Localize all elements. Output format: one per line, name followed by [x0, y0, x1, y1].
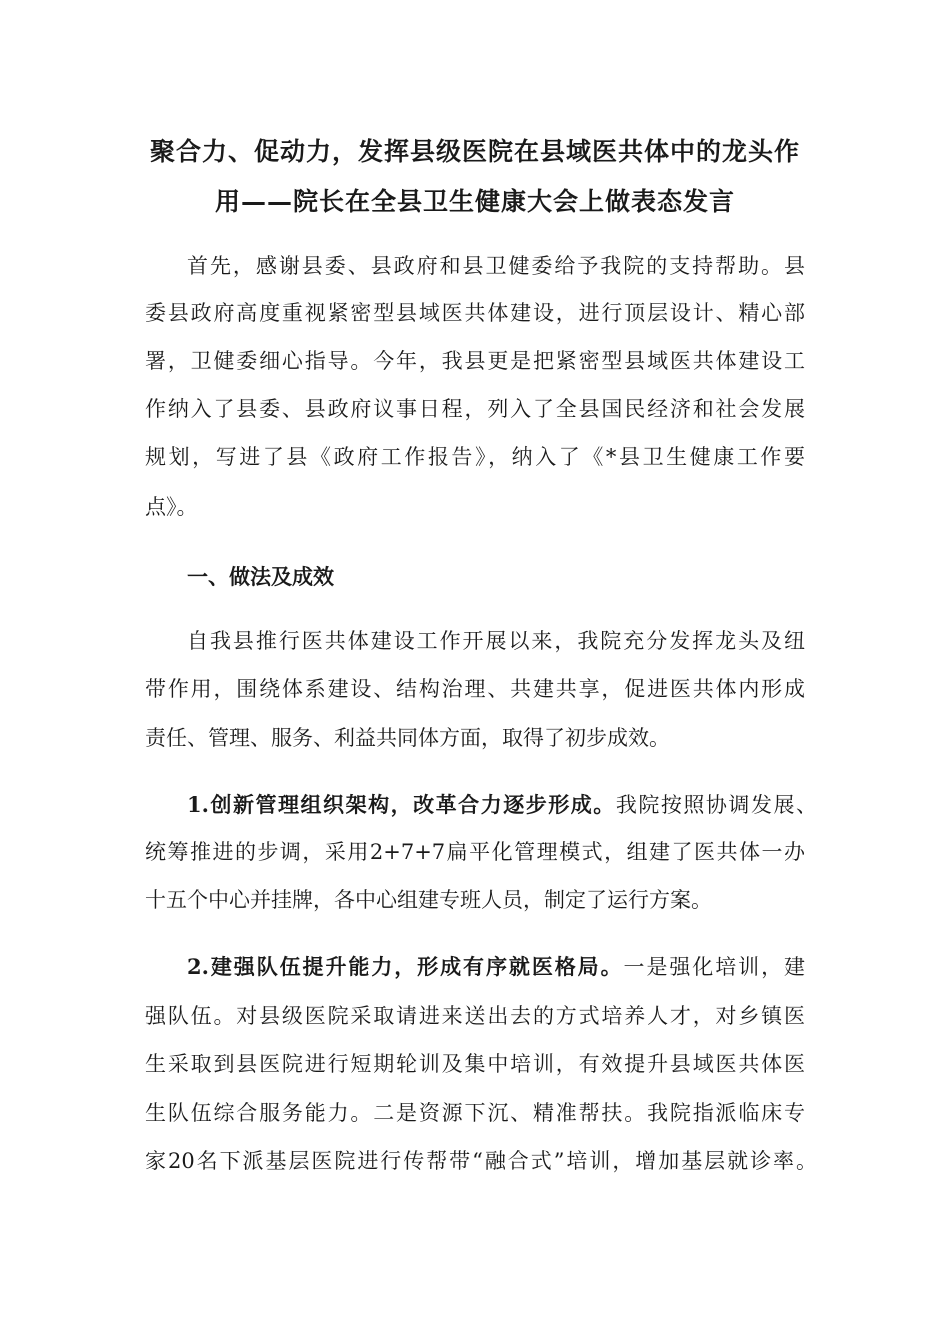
document-title-line-1: 聚合力、促动力，发挥县级医院在县域医共体中的龙头作: [149, 137, 800, 166]
item1-heading: 1.创新管理组织架构，改革合力逐步形成。: [187, 792, 616, 817]
item2-line: 生队伍综合服务能力。二是资源下沉、精准帮扶。我院指派临床专: [145, 1101, 805, 1125]
section1-line: 自我县推行医共体建设工作开展以来，我院充分发挥龙头及纽: [187, 629, 805, 653]
item2-heading: 2.建强队伍提升能力，形成有序就医格局。: [187, 954, 624, 979]
section1-line: 带作用，围绕体系建设、结构治理、共建共享，促进医共体内形成: [145, 677, 805, 701]
item2-first-line: [187, 953, 805, 981]
item2-line: 强队伍。对县级医院采取请进来送出去的方式培养人才，对乡镇医: [145, 1004, 805, 1028]
section1-line: 责任、管理、服务、利益共同体方面，取得了初步成效。: [145, 726, 670, 750]
item1-line: 十五个中心并挂牌，各中心组建专班人员，制定了运行方案。: [145, 888, 712, 912]
intro-line: 委县政府高度重视紧密型县域医共体建设，进行顶层设计、精心部: [145, 301, 805, 325]
item1-line: 统筹推进的步调，采用2+7+7扁平化管理模式，组建了医共体一办: [145, 840, 805, 864]
intro-line: 作纳入了县委、县政府议事日程，列入了全县国民经济和社会发展: [145, 397, 805, 421]
item2-text: 一是强化培训，建: [623, 955, 806, 979]
item2-line: 生采取到县医院进行短期轮训及集中培训，有效提升县域医共体医: [145, 1052, 805, 1076]
intro-line: 规划，写进了县《政府工作报告》，纳入了《*县卫生健康工作要: [145, 445, 805, 469]
intro-line: 首先，感谢县委、县政府和县卫健委给予我院的支持帮助。县: [187, 254, 805, 278]
document-title-line-2: 用——院长在全县卫生健康大会上做表态发言: [214, 187, 735, 216]
item2-line: 家20名下派基层医院进行传帮带“融合式”培训，增加基层就诊率。: [145, 1149, 817, 1173]
intro-line: 点》。: [145, 495, 198, 519]
intro-line: 署，卫健委细心指导。今年，我县更是把紧密型县域医共体建设工: [145, 349, 805, 373]
section-heading: 一、做法及成效: [187, 564, 334, 589]
item1-text: 我院按照协调发展、: [615, 793, 817, 817]
item1-first-line: [187, 791, 817, 819]
